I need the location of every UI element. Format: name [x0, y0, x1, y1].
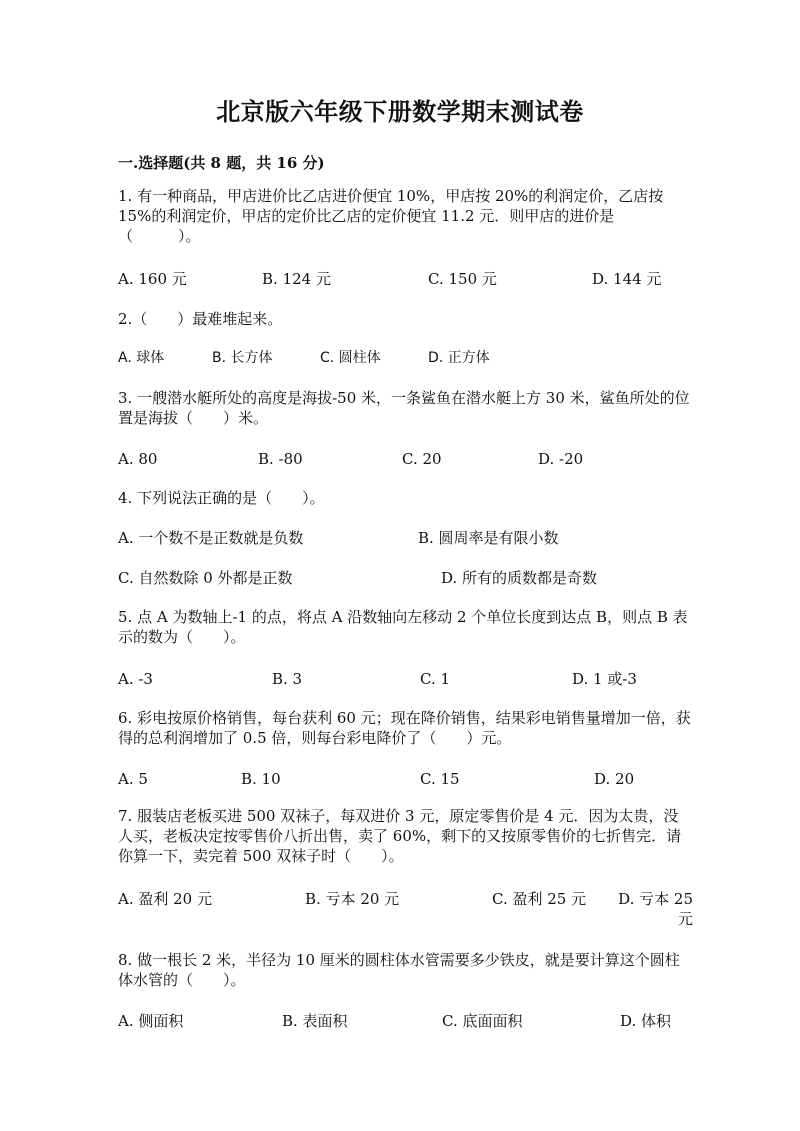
question-6-option-c: C. 15	[420, 770, 460, 788]
question-4-option-d: D. 所有的质数都是奇数	[441, 569, 598, 587]
page-title: 北京版六年级下册数学期末测试卷	[216, 97, 584, 126]
question-7-option-c: C. 盈利 25 元	[492, 890, 587, 908]
question-7-option-b: B. 亏本 20 元	[305, 890, 400, 908]
question-5-stem: 5. 点 A 为数轴上-1 的点，将点 A 沿数轴向左移动 2 个单位长度到达点 B，则点 B 表示的数为（ ）。	[118, 608, 688, 646]
question-3-option-d: D. -20	[538, 450, 584, 468]
question-8-option-c: C. 底面面积	[442, 1012, 523, 1030]
question-3-option-b: B. -80	[258, 450, 303, 468]
question-8-option-b: B. 表面积	[282, 1012, 348, 1030]
question-1-option-d: D. 144 元	[592, 270, 662, 288]
question-4-stem: 4. 下列说法正确的是（ ）。	[118, 489, 325, 507]
question-8-option-d: D. 体积	[620, 1012, 672, 1030]
question-8-stem: 8. 做一根长 2 米，半径为 10 厘米的圆柱体水管需要多少铁皮，就是要计算这个圆柱体水管的（ ）。	[118, 951, 680, 989]
question-7-option-d: D. 亏本 25 元	[618, 890, 693, 928]
question-8-option-a: A. 侧面积	[118, 1012, 184, 1030]
question-6-option-d: D. 20	[594, 770, 635, 788]
question-4-option-c: C. 自然数除 0 外都是正数	[118, 569, 293, 587]
question-4-option-b: B. 圆周率是有限小数	[418, 529, 559, 547]
question-2-option-a: A. 球体	[118, 350, 165, 366]
question-1-option-c: C. 150 元	[428, 270, 497, 288]
question-7-option-a: A. 盈利 20 元	[118, 890, 212, 908]
question-1-stem: 1. 有一种商品，甲店进价比乙店进价便宜 10%，甲店按 20%的利润定价，乙店按 15%的利润定价，甲店的定价比乙店的定价便宜 11.2 元．则甲店的进价是（ ）。	[118, 187, 664, 245]
question-1-option-b: B. 124 元	[262, 270, 331, 288]
question-5-option-b: B. 3	[272, 670, 303, 688]
question-3-option-a: A. 80	[118, 450, 158, 468]
question-6-option-a: A. 5	[118, 770, 148, 788]
question-7-stem: 7. 服装店老板买进 500 双袜子，每双进价 3 元，原定零售价是 4 元．因为太贵，没人买，老板决定按零售价八折出售，卖了 60%，剩下的又按原零售价的七折售完．请你算一下，卖完着 500 双袜子时（ ）。	[118, 807, 682, 865]
question-7-option-d-wrapper	[118, 889, 693, 929]
question-6-option-b: B. 10	[241, 770, 281, 788]
question-2-option-d: D. 正方体	[428, 350, 490, 366]
question-4-option-a: A. 一个数不是正数就是负数	[118, 529, 304, 547]
question-2-option-c: C. 圆柱体	[320, 350, 381, 366]
question-5-option-c: C. 1	[420, 670, 451, 688]
question-1-option-a: A. 160 元	[118, 270, 187, 288]
question-3-stem: 3. 一艘潜水艇所处的高度是海拔-50 米，一条鲨鱼在潜水艇上方 30 米，鲨鱼所处的位置是海拔（ ）米。	[118, 389, 690, 427]
question-6-stem: 6. 彩电按原价格销售，每台获利 60 元；现在降价销售，结果彩电销售量增加一倍，获得的总利润增加了 0.5 倍，则每台彩电降价了（ ）元。	[118, 709, 691, 747]
question-5-option-a: A. -3	[118, 670, 153, 688]
section-heading: 一.选择题(共 8 题，共 16 分)	[118, 154, 325, 172]
question-2-stem: 2.（ ）最难堆起来。	[118, 310, 283, 328]
question-5-option-d: D. 1 或-3	[572, 670, 637, 688]
question-3-option-c: C. 20	[402, 450, 442, 468]
question-2-option-b: B. 长方体	[212, 350, 273, 366]
